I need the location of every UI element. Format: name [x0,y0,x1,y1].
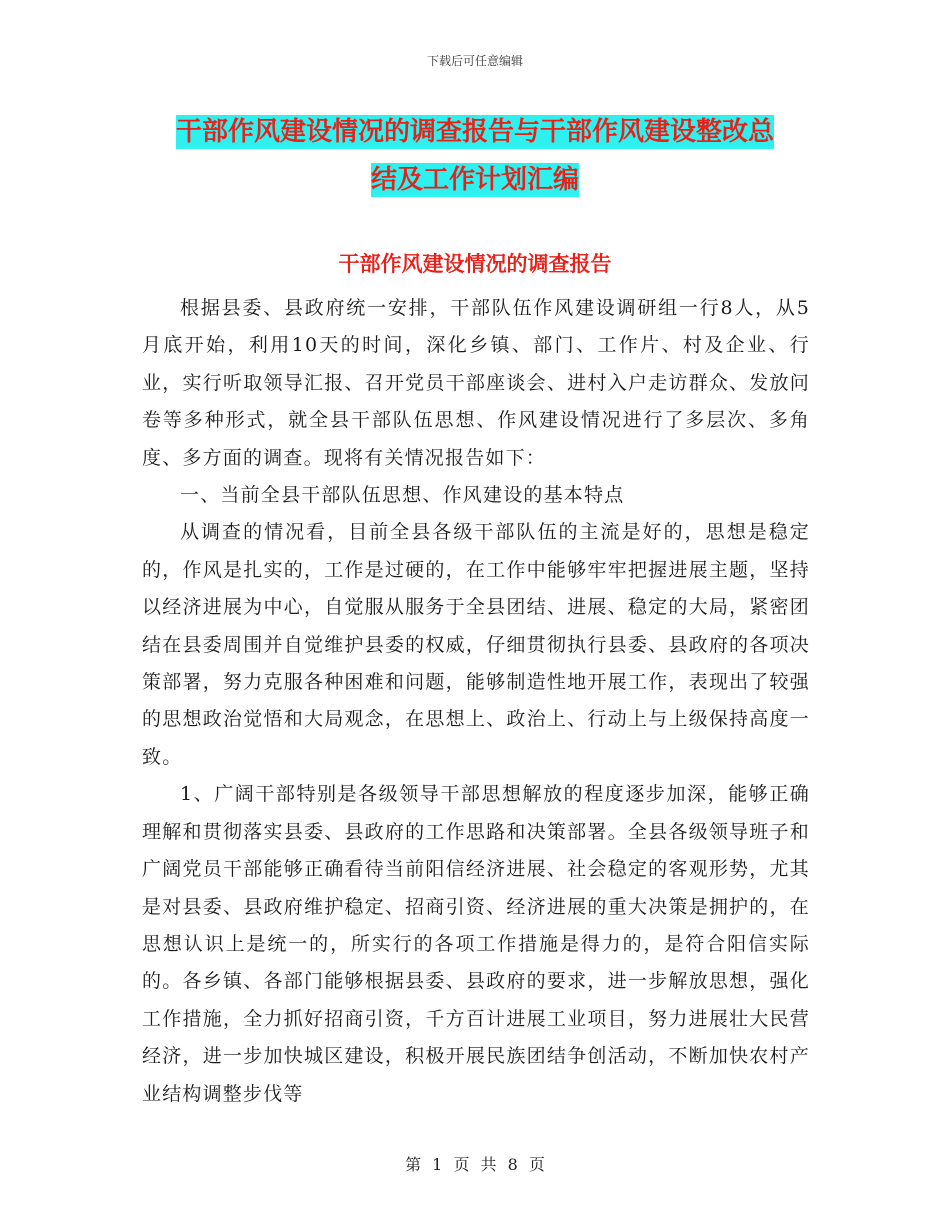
page-header-note: 下载后可任意编辑 [426,54,523,68]
document-title-line-2: 结及工作计划汇编 [370,165,579,195]
document-title-line-1: 干部作风建设情况的调查报告与干部作风建设整改总 [175,117,774,147]
paragraph-heading: 一、当前全县干部队伍思想、作风建设的基本特点 [180,484,625,507]
body-text [142,290,810,1113]
document-title [140,108,810,204]
paragraph: 1、广阔干部特别是各级领导干部思想解放的程度逐步加深，能够正确理解和贯彻落实县委、县政府的工作思路和决策部署。全县各级领导班子和广阔党员干部能够正确看待当前阳信经济进展、社会稳定的客观形势，尤其是对县委、县政府维护稳定、招商引资、经济进展的重大决策是拥护的，在思想认识上是统一的，所实行的各项工作措施是得力的，是符合阳信实际的。各乡镇、各部门能够根据县委、县政府的要求，进一步解放思想，强化工作措施，全力抓好招商引资，千方百计进展工业项目，努力进展壮大民营经济，进一步加快城区建设，积极开展民族团结争创活动，不断加快农村产业结构调整步伐等 [142,783,810,1105]
paragraph: 从调查的情况看，目前全县各级干部队伍的主流是好的，思想是稳定的，作风是扎实的，工作是过硬的，在工作中能够牢牢把握进展主题，坚持以经济进展为中心，自觉服从服务于全县团结、进展、稳定的大局，紧密团结在县委周围并自觉维护县委的权威，仔细贯彻执行县委、县政府的各项决策部署，努力克服各种困难和问题，能够制造性地开展工作，表现出了较强的思想政治觉悟和大局观念，在思想上、政治上、行动上与上级保持高度一致。 [142,521,810,768]
paragraph: 根据县委、县政府统一安排，干部队伍作风建设调研组一行8人，从5月底开始，利用10天的时间，深化乡镇、部门、工作片、村及企业、行业，实行听取领导汇报、召开党员干部座谈会、进村入户走访群众、发放问卷等多种形式，就全县干部队伍思想、作风建设情况进行了多层次、多角度、多方面的调查。现将有关情况报告如下： [142,297,810,469]
section-title: 干部作风建设情况的调查报告 [338,252,612,276]
page-footer: 第 1 页 共 8 页 [405,1155,545,1174]
